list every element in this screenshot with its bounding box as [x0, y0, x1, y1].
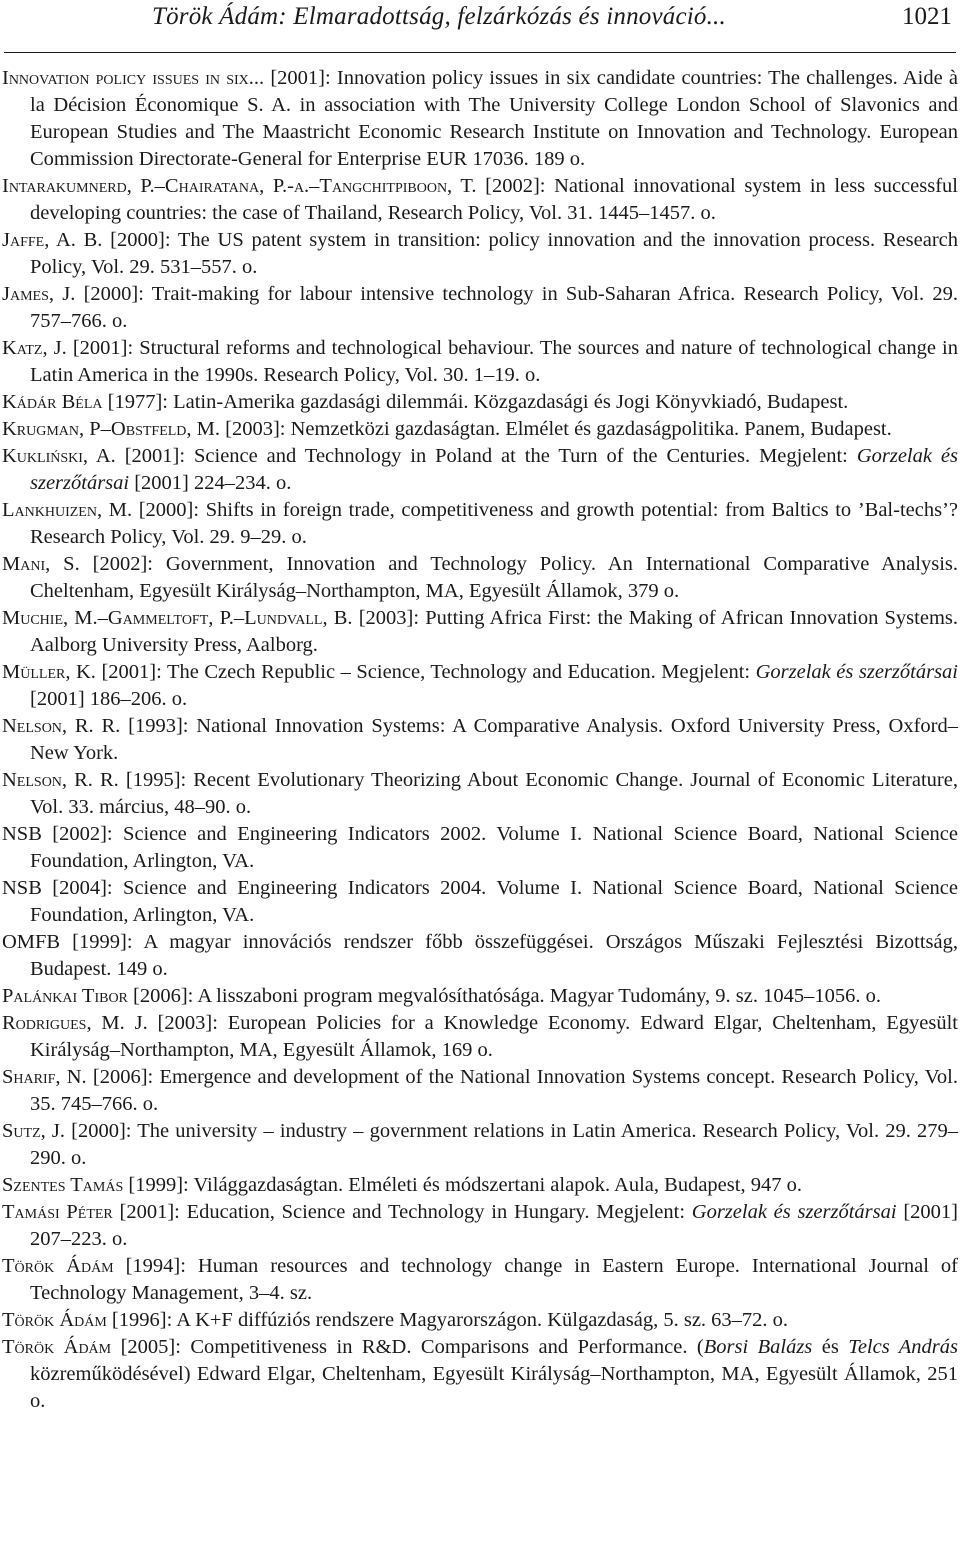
reference-entry	[2, 875, 958, 929]
reference-author: James, J.	[2, 283, 76, 305]
reference-text: [2003]: Putting Africa First: the Making of African Innovation Systems. Aalborg University Press, Aalborg.	[30, 607, 958, 656]
reference-author: Kukliński, A.	[2, 445, 116, 467]
reference-entry	[2, 389, 958, 416]
reference-entry	[2, 767, 958, 821]
reference-entry	[2, 1172, 958, 1199]
reference-text: [2002]: National innovational system in less successful developing countries: the case of Thailand, Research Policy, Vol. 31. 1445–1457. o.	[30, 175, 958, 224]
reference-text: [2000]: The US patent system in transition: policy innovation and the innovation process. Research Policy, Vol. 29. 531–557. o.	[30, 229, 959, 278]
reference-entry	[2, 1253, 958, 1307]
reference-entry	[2, 443, 958, 497]
reference-entry	[2, 929, 958, 983]
reference-text: [2001] 224–234. o.	[129, 472, 292, 494]
reference-text: [2000]: The university – industry – government relations in Latin America. Research Policy, Vol. 29. 279–290. o.	[30, 1120, 959, 1169]
reference-author: Innovation policy issues in six...	[2, 67, 265, 89]
reference-entry	[2, 227, 958, 281]
running-header	[4, 0, 956, 53]
reference-text: NSB [2002]: Science and Engineering Indicators 2002. Volume I. National Science Board, National Science Foundation, Arlington, VA.	[2, 823, 958, 872]
reference-entry	[2, 713, 958, 767]
reference-text: [2001]: Structural reforms and technological behaviour. The sources and nature of technological change in Latin America in the 1990s. Research Policy, Vol. 30. 1–19. o.	[30, 337, 958, 386]
reference-text: és	[812, 1336, 849, 1358]
reference-author: Nelson, R. R.	[2, 769, 119, 791]
reference-text: [2001] 207–223. o.	[30, 1201, 958, 1250]
reference-list	[2, 65, 958, 1415]
reference-text: [2001]: Science and Technology in Poland at the Turn of the Centuries. Megjelent:	[115, 445, 857, 467]
reference-author: Török Ádám	[2, 1309, 107, 1331]
reference-author: Palánkai Tibor	[2, 985, 128, 1007]
reference-entry	[2, 1064, 958, 1118]
reference-italic: Borsi Balázs	[703, 1336, 813, 1358]
reference-author: Lankhuizen, M.	[2, 499, 133, 521]
reference-entry	[2, 1334, 958, 1415]
reference-text: [2000]: Trait-making for labour intensive technology in Sub-Saharan Africa. Research Policy, Vol. 29. 757–766. o.	[30, 283, 958, 332]
reference-text: [2003]: Nemzetközi gazdaságtan. Elmélet és gazdaságpolitika. Panem, Budapest.	[220, 418, 892, 440]
reference-text: közreműködésével) Edward Elgar, Cheltenham, Egyesült Királyság–Northampton, MA, Egyesült Államok, 251 o.	[30, 1363, 958, 1412]
reference-italic: Gorzelak és szerzőtársai	[691, 1201, 897, 1223]
reference-author: Jaffe, A. B.	[2, 229, 103, 251]
reference-text: [2006]: A lisszaboni program megvalósíthatósága. Magyar Tudomány, 9. sz. 1045–1056. o.	[127, 985, 882, 1007]
reference-entry	[2, 821, 958, 875]
reference-text: [2000]: Shifts in foreign trade, competitiveness and growth potential: from Baltics to ’Bal-techs’? Research Policy, Vol. 29. 9–29. o.	[30, 499, 958, 548]
reference-text: [1999]: Világgazdaságtan. Elméleti és módszertani alapok. Aula, Budapest, 947 o.	[123, 1174, 802, 1196]
reference-author: Rodrigues, M. J.	[2, 1012, 148, 1034]
reference-entry	[2, 983, 958, 1010]
reference-text: [1977]: Latin-Amerika gazdasági dilemmái. Közgazdasági és Jogi Könyvkiadó, Budapest.	[102, 391, 849, 413]
reference-italic: Gorzelak és szerzőtársai	[30, 445, 958, 494]
reference-italic: Gorzelak és szerzőtársai	[755, 661, 958, 683]
reference-author: Szentes Tamás	[2, 1174, 124, 1196]
reference-entry	[2, 1307, 958, 1334]
reference-text: [2001]: Education, Science and Technology in Hungary. Megjelent:	[112, 1201, 692, 1223]
reference-author: Kádár Béla	[2, 391, 103, 413]
reference-author: Krugman, P–Obstfeld, M.	[2, 418, 221, 440]
reference-author: Muchie, M.–Gammeltoft, P.–Lundvall, B.	[2, 607, 353, 629]
reference-text: [1994]: Human resources and technology change in Eastern Europe. International Journal of Technology Management, 3–4. sz.	[30, 1255, 958, 1304]
reference-author: Tamási Péter	[2, 1201, 113, 1223]
reference-italic: Telcs András	[848, 1336, 959, 1358]
reference-author: Sharif, N.	[2, 1066, 87, 1088]
reference-entry	[2, 605, 958, 659]
reference-author: Török Ádám	[2, 1336, 112, 1358]
reference-author: Müller, K.	[2, 661, 96, 683]
running-title: Török Ádám: Elmaradottság, felzárkózás és innováció...	[152, 3, 726, 30]
reference-entry	[2, 551, 958, 605]
reference-text: [2002]: Government, Innovation and Technology Policy. An International Comparative Analysis. Cheltenham, Egyesült Királyság–Northampton, MA, Egyesült Államok, 379 o.	[30, 553, 958, 602]
reference-author: Sutz, J.	[2, 1120, 65, 1142]
reference-text: [2003]: European Policies for a Knowledge Economy. Edward Elgar, Cheltenham, Egyesült Királyság–Northampton, MA, Egyesült Államok, 169 o.	[30, 1012, 958, 1061]
reference-text: NSB [2004]: Science and Engineering Indicators 2004. Volume I. National Science Board, National Science Foundation, Arlington, VA.	[2, 877, 958, 926]
reference-entry	[2, 1199, 958, 1253]
reference-entry	[2, 659, 958, 713]
reference-entry	[2, 65, 958, 173]
reference-entry	[2, 173, 958, 227]
reference-author: Katz, J.	[2, 337, 67, 359]
reference-entry	[2, 1010, 958, 1064]
reference-entry	[2, 416, 958, 443]
reference-entry	[2, 1118, 958, 1172]
reference-text: [1995]: Recent Evolutionary Theorizing About Economic Change. Journal of Economic Literature, Vol. 33. március, 48–90. o.	[30, 769, 958, 818]
reference-text: [2001]: The Czech Republic – Science, Technology and Education. Megjelent:	[95, 661, 756, 683]
reference-entry	[2, 497, 958, 551]
page-number: 1021	[902, 3, 952, 30]
reference-author: Nelson, R. R.	[2, 715, 121, 737]
reference-text: [1996]: A K+F diffúziós rendszere Magyarországon. Külgazdaság, 5. sz. 63–72. o.	[106, 1309, 789, 1331]
reference-text: [2001]: Innovation policy issues in six candidate countries: The challenges. Aide à la Décision Économique S. A. in association with The University College London School of Slavonics and European Studies and The Maastricht Economic Research Institute on Innovation and Technology. European Commission Directorate-General for Enterprise EUR 17036. 189 o.	[30, 67, 958, 170]
reference-author: Mani, S.	[2, 553, 80, 575]
reference-author: Intarakumnerd, P.–Chairatana, P.-a.–Tangchitpiboon, T.	[2, 175, 477, 197]
reference-text: [2001] 186–206. o.	[30, 688, 188, 710]
reference-text: [1993]: National Innovation Systems: A Comparative Analysis. Oxford University Press, Oxford–New York.	[30, 715, 958, 764]
reference-text: OMFB [1999]: A magyar innovációs rendszer főbb összefüggései. Országos Műszaki Fejlesztési Bizottság, Budapest. 149 o.	[2, 931, 958, 980]
reference-entry	[2, 335, 958, 389]
reference-entry	[2, 281, 958, 335]
reference-author: Török Ádám	[2, 1255, 114, 1277]
reference-text: [2006]: Emergence and development of the National Innovation Systems concept. Research Policy, Vol. 35. 745–766. o.	[30, 1066, 959, 1115]
reference-text: [2005]: Competitiveness in R&D. Comparisons and Performance. (	[111, 1336, 704, 1358]
